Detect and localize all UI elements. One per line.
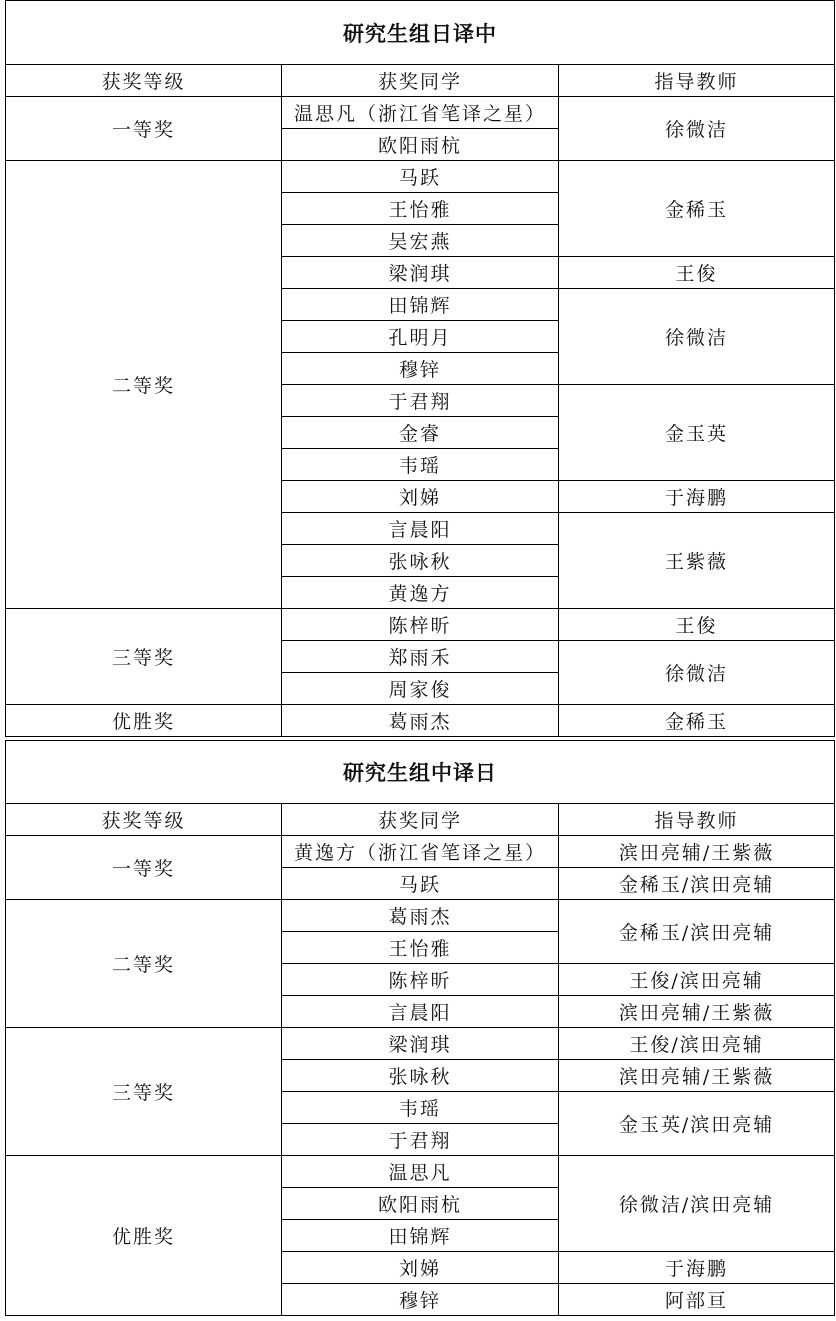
award-table-zh-to-ja: [5, 740, 835, 1316]
award-table-ja-to-zh: [5, 0, 835, 737]
student-cell: 于君翔: [282, 385, 559, 417]
student-cell: 刘娣: [282, 1252, 559, 1284]
table-row: [6, 1028, 835, 1060]
table-row: [6, 900, 835, 932]
teacher-cell: 王紫薇: [559, 513, 835, 609]
header-student: 获奖同学: [282, 804, 559, 836]
award-level-cell: 三等奖: [6, 609, 282, 705]
award-level-cell: 优胜奖: [6, 1156, 282, 1316]
table-row: [6, 836, 835, 868]
student-cell: 韦瑶: [282, 1092, 559, 1124]
student-cell: 张咏秋: [282, 1060, 559, 1092]
award-level-cell: 二等奖: [6, 900, 282, 1028]
student-cell: 王怡雅: [282, 193, 559, 225]
student-cell: 田锦辉: [282, 1220, 559, 1252]
teacher-cell: 滨田亮辅/王紫薇: [559, 836, 835, 868]
student-cell: 刘娣: [282, 481, 559, 513]
student-cell: 马跃: [282, 868, 559, 900]
table-title: 研究生组中译日: [6, 741, 835, 804]
student-cell: 梁润琪: [282, 1028, 559, 1060]
header-level: 获奖等级: [6, 804, 282, 836]
student-cell: 梁润琪: [282, 257, 559, 289]
student-cell: 温思凡（浙江省笔译之星）: [282, 97, 559, 129]
student-cell: 郑雨禾: [282, 641, 559, 673]
award-level-cell: 优胜奖: [6, 705, 282, 737]
student-cell: 于君翔: [282, 1124, 559, 1156]
teacher-cell: 徐微洁: [559, 289, 835, 385]
teacher-cell: 金稀玉/滨田亮辅: [559, 868, 835, 900]
award-level-cell: 二等奖: [6, 161, 282, 609]
student-cell: 张咏秋: [282, 545, 559, 577]
student-cell: 言晨阳: [282, 996, 559, 1028]
award-level-cell: 三等奖: [6, 1028, 282, 1156]
header-teacher: 指导教师: [559, 65, 835, 97]
table-row: [6, 609, 835, 641]
student-cell: 黄逸方（浙江省笔译之星）: [282, 836, 559, 868]
teacher-cell: 滨田亮辅/王紫薇: [559, 996, 835, 1028]
student-cell: 金睿: [282, 417, 559, 449]
table-title: 研究生组日译中: [6, 1, 835, 65]
student-cell: 陈梓昕: [282, 964, 559, 996]
teacher-cell: 滨田亮辅/王紫薇: [559, 1060, 835, 1092]
student-cell: 周家俊: [282, 673, 559, 705]
teacher-cell: 徐微洁: [559, 97, 835, 161]
student-cell: 欧阳雨杭: [282, 1188, 559, 1220]
teacher-cell: 王俊: [559, 257, 835, 289]
award-level-cell: 一等奖: [6, 836, 282, 900]
student-cell: 穆锌: [282, 1284, 559, 1316]
teacher-cell: 金玉英: [559, 385, 835, 481]
student-cell: 吴宏燕: [282, 225, 559, 257]
table-row: [6, 1156, 835, 1188]
teacher-cell: 王俊: [559, 609, 835, 641]
student-cell: 韦瑶: [282, 449, 559, 481]
teacher-cell: 王俊/滨田亮辅: [559, 964, 835, 996]
header-student: 获奖同学: [282, 65, 559, 97]
teacher-cell: 阿部亘: [559, 1284, 835, 1316]
teacher-cell: 徐微洁: [559, 641, 835, 705]
teacher-cell: 王俊/滨田亮辅: [559, 1028, 835, 1060]
student-cell: 黄逸方: [282, 577, 559, 609]
header-row: [6, 804, 835, 836]
student-cell: 穆锌: [282, 353, 559, 385]
teacher-cell: 金稀玉/滨田亮辅: [559, 900, 835, 964]
student-cell: 言晨阳: [282, 513, 559, 545]
student-cell: 陈梓昕: [282, 609, 559, 641]
student-cell: 王怡雅: [282, 932, 559, 964]
teacher-cell: 金玉英/滨田亮辅: [559, 1092, 835, 1156]
header-teacher: 指导教师: [559, 804, 835, 836]
header-row: [6, 65, 835, 97]
teacher-cell: 于海鹏: [559, 1252, 835, 1284]
student-cell: 葛雨杰: [282, 900, 559, 932]
teacher-cell: 金稀玉: [559, 161, 835, 257]
teacher-cell: 于海鹏: [559, 481, 835, 513]
table-row: [6, 705, 835, 737]
student-cell: 田锦辉: [282, 289, 559, 321]
student-cell: 欧阳雨杭: [282, 129, 559, 161]
student-cell: 马跃: [282, 161, 559, 193]
header-level: 获奖等级: [6, 65, 282, 97]
table-row: [6, 97, 835, 129]
student-cell: 葛雨杰: [282, 705, 559, 737]
teacher-cell: 金稀玉: [559, 705, 835, 737]
teacher-cell: 徐微洁/滨田亮辅: [559, 1156, 835, 1252]
award-level-cell: 一等奖: [6, 97, 282, 161]
table-row: [6, 161, 835, 193]
student-cell: 温思凡: [282, 1156, 559, 1188]
student-cell: 孔明月: [282, 321, 559, 353]
